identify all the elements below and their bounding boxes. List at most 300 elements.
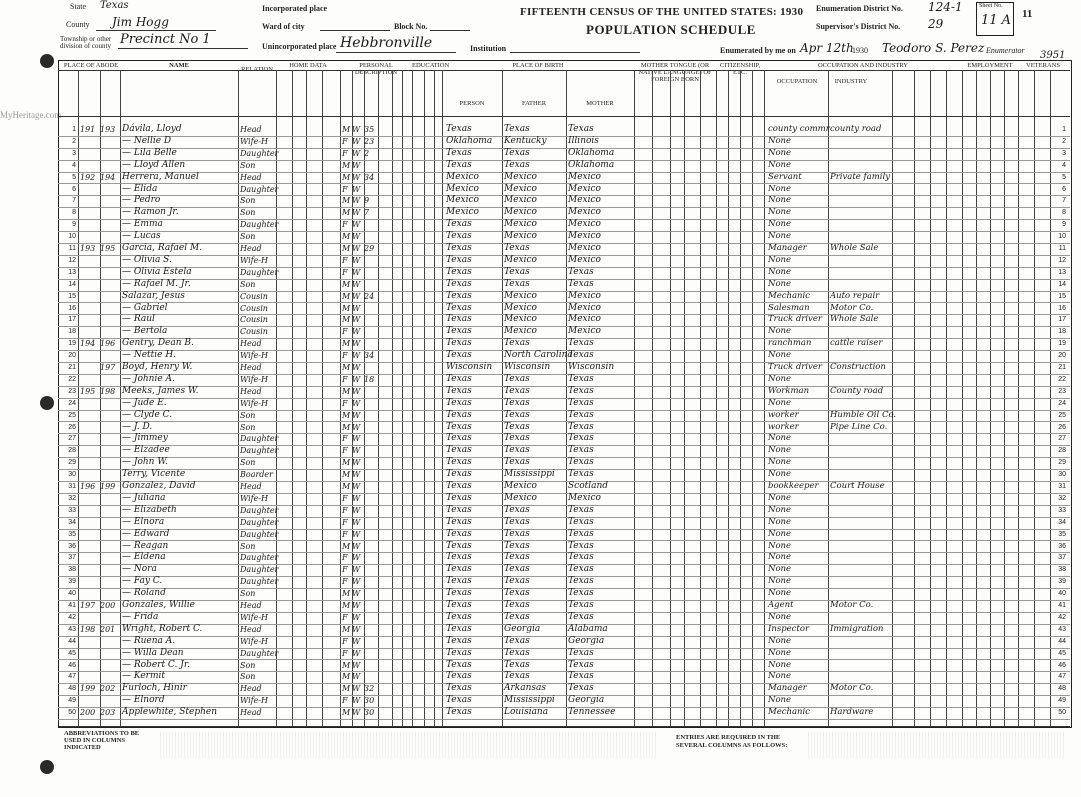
row-number-right: 39 — [1058, 578, 1066, 586]
cell-name: Herrera, Manuel — [122, 171, 199, 182]
cell-race: W — [352, 172, 361, 182]
row-number-right: 4 — [1062, 161, 1066, 169]
row-number: 22 — [68, 375, 76, 383]
cell-ind: Construction — [830, 362, 886, 372]
cell-mother: Texas — [568, 397, 594, 408]
cell-father: Texas — [504, 659, 530, 670]
colhead-mother-tongue: MOTHER TONGUE (OR NATIVE LANGUAGE) OF FOREIGN BORN — [638, 62, 712, 83]
cell-father: Mississippi — [504, 695, 555, 706]
enumerator-name: Teodoro S. Perez — [882, 41, 985, 55]
row-number-right: 28 — [1058, 447, 1066, 455]
block-label: Block No. — [394, 22, 428, 31]
cell-name: — Lloyd Allen — [122, 159, 186, 170]
cell-birth: Texas — [446, 635, 472, 646]
cell-name: Boyd, Henry W. — [122, 362, 193, 372]
cell-sex: F — [342, 398, 348, 408]
cell-sex: F — [342, 446, 348, 456]
cell-name: — Eldena — [122, 552, 166, 563]
incorporated-label: Incorporated place — [262, 4, 328, 13]
cell-dw: 192 — [80, 172, 96, 182]
cell-mother: Tennessee — [568, 707, 616, 718]
cell-occ: None — [768, 397, 792, 408]
state-label: State — [70, 2, 86, 11]
row-number-right: 35 — [1058, 530, 1066, 538]
cell-age: 34 — [364, 351, 375, 361]
cell-occ: ranchman — [768, 338, 812, 349]
cell-birth: Texas — [446, 469, 472, 480]
cell-mother: Texas — [568, 445, 594, 456]
cell-mother: Mexico — [568, 314, 601, 325]
cell-rel: Head — [240, 244, 262, 253]
cell-name: — Elizabeth — [122, 504, 177, 515]
cell-father: Louisiana — [504, 707, 549, 718]
cell-father: Mexico — [504, 492, 537, 503]
cell-race: W — [352, 601, 361, 610]
cell-race: W — [352, 327, 361, 337]
cell-sex: M — [342, 541, 351, 551]
cell-sex: F — [342, 493, 348, 503]
cell-mother: Texas — [568, 457, 594, 468]
cell-father: Mexico — [504, 183, 537, 194]
cell-birth: Mexico — [446, 195, 479, 206]
row-number-right: 29 — [1058, 459, 1066, 467]
cell-birth: Texas — [446, 350, 472, 361]
cell-name: — Frida — [122, 611, 159, 622]
watermark: MyHeritage.com — [0, 110, 62, 120]
cell-mother: Mexico — [568, 254, 601, 265]
entries-note: ENTRIES ARE REQUIRED IN THE SEVERAL COLUMNS AS FOLLOWS: — [676, 734, 788, 749]
cell-occ: None — [768, 576, 792, 587]
cell-sex: M — [342, 196, 351, 206]
colhead-name: NAME — [169, 62, 189, 69]
cell-ind: Hardware — [830, 707, 874, 718]
binder-hole-middle — [40, 396, 54, 410]
cell-rel: Wife-H — [240, 374, 269, 384]
row-number: 19 — [68, 340, 76, 348]
row-number-right: 38 — [1058, 566, 1066, 574]
cell-race: W — [352, 422, 361, 432]
cell-rel: Daughter — [240, 446, 279, 456]
cell-father: Mexico — [504, 314, 537, 325]
enumerated-label: Enumerated by me on — [720, 46, 796, 55]
cell-sex: F — [342, 351, 348, 361]
cell-father: Texas — [504, 516, 530, 527]
row-number-right: 12 — [1058, 256, 1066, 264]
cell-sex: F — [342, 184, 348, 194]
cell-occ: None — [768, 552, 792, 563]
cell-race: W — [352, 255, 361, 265]
cell-rel: Head — [240, 601, 262, 610]
cell-occ: Truck driver — [768, 362, 822, 372]
cell-father: Mexico — [504, 207, 537, 218]
cell-fam: 195 — [100, 244, 116, 253]
cell-ind: Motor Co. — [830, 683, 874, 694]
cell-mother: Illinois — [568, 135, 599, 146]
cell-race: W — [352, 482, 361, 491]
row-number: 7 — [72, 197, 76, 205]
cell-sex: M — [342, 363, 351, 372]
cell-name: — Lucas — [122, 231, 161, 242]
cell-age: 32 — [364, 684, 375, 694]
cell-sex: M — [342, 410, 351, 420]
cell-occ: None — [768, 373, 792, 384]
cell-sex: F — [342, 505, 348, 515]
cell-mother: Texas — [568, 409, 594, 420]
county-value: Jim Hogg — [112, 15, 169, 29]
cell-rel: Son — [240, 160, 256, 170]
row-number: 49 — [68, 697, 76, 705]
abbrev-title: ABBREVIATIONS TO BE USED IN COLUMNS INDICATED — [64, 730, 140, 751]
cell-race: W — [352, 303, 361, 313]
cell-name: Gonzales, Willie — [122, 600, 195, 610]
cell-birth: Texas — [446, 124, 472, 134]
cell-name: — Juliana — [122, 492, 166, 503]
cell-rel: Daughter — [240, 505, 279, 515]
cell-birth: Texas — [446, 326, 472, 337]
cell-race: W — [352, 470, 361, 480]
cell-mother: Texas — [568, 576, 594, 587]
cell-birth: Texas — [446, 219, 472, 230]
cell-rel: Head — [240, 363, 262, 372]
cell-mother: Texas — [568, 421, 594, 432]
cell-mother: Texas — [568, 647, 594, 658]
cell-fam: 198 — [100, 386, 116, 396]
cell-birth: Texas — [446, 659, 472, 670]
cell-race: W — [352, 363, 361, 372]
cell-occ: Servant — [768, 171, 802, 182]
cell-birth: Mexico — [446, 171, 479, 182]
cell-name: — J. D. — [122, 421, 153, 432]
cell-ind: Court House — [830, 481, 885, 491]
cell-race: W — [352, 232, 361, 242]
cell-occ: None — [768, 183, 792, 194]
cell-ind: cattle raiser — [830, 338, 883, 349]
cell-mother: Mexico — [568, 219, 601, 230]
cell-rel: Daughter — [240, 577, 279, 587]
cell-rel: Head — [240, 339, 262, 349]
cell-father: North Carolina — [504, 350, 573, 361]
cell-father: Texas — [504, 147, 530, 158]
cell-father: Mexico — [504, 231, 537, 242]
cell-ind: Motor Co. — [830, 302, 874, 313]
cell-mother: Mexico — [568, 326, 601, 337]
cell-name: — Johnie A. — [122, 373, 175, 384]
cell-mother: Texas — [568, 516, 594, 527]
cell-birth: Texas — [446, 266, 472, 277]
row-number-right: 8 — [1062, 209, 1066, 217]
cell-sex: F — [342, 255, 348, 265]
row-number-right: 9 — [1062, 221, 1066, 229]
cell-mother: Texas — [568, 564, 594, 575]
cell-name: — Olivia Estela — [122, 266, 192, 277]
cell-birth: Texas — [446, 516, 472, 527]
cell-birth: Texas — [446, 290, 472, 301]
cell-rel: Head — [240, 684, 262, 694]
cell-rel: Head — [240, 708, 262, 718]
cell-occ: None — [768, 659, 792, 670]
row-number-right: 27 — [1058, 435, 1066, 443]
cell-rel: Head — [240, 125, 262, 134]
row-number: 35 — [68, 530, 76, 538]
cell-mother: Texas — [568, 504, 594, 515]
cell-race: W — [352, 386, 361, 396]
row-number: 21 — [68, 364, 76, 371]
cell-sex: F — [342, 374, 348, 384]
cell-fam: 201 — [100, 624, 116, 634]
cell-occ: None — [768, 564, 792, 575]
row-number-right: 10 — [1058, 233, 1066, 241]
cell-birth: Texas — [446, 373, 472, 384]
cell-dw: 199 — [80, 684, 96, 694]
row-number: 4 — [72, 161, 76, 169]
cell-sex: F — [342, 434, 348, 444]
cell-birth: Texas — [446, 314, 472, 325]
cell-rel: Wife-H — [240, 696, 269, 706]
cell-father: Wisconsin — [504, 362, 551, 372]
cell-rel: Head — [240, 624, 262, 634]
cell-ind: Motor Co. — [830, 600, 874, 610]
sheet-value: 11 A — [981, 13, 1012, 28]
cell-age: 29 — [364, 244, 375, 253]
row-number: 27 — [68, 435, 76, 443]
row-number: 5 — [72, 173, 76, 181]
cell-occ: None — [768, 266, 792, 277]
row-number: 10 — [68, 233, 76, 241]
cell-mother: Texas — [568, 528, 594, 539]
row-number: 2 — [72, 137, 76, 145]
cell-occ: None — [768, 528, 792, 539]
cell-rel: Cousin — [240, 315, 268, 325]
cell-birth: Texas — [446, 338, 472, 349]
cell-birth: Texas — [446, 243, 472, 253]
cell-rel: Head — [240, 386, 262, 396]
cell-race: W — [352, 184, 361, 194]
cell-name: Gonzalez, David — [122, 481, 196, 491]
cell-dw: 198 — [80, 624, 96, 634]
cell-occ: Manager — [768, 243, 807, 253]
colhead-relation: RELATION — [241, 66, 273, 73]
cell-birth: Texas — [446, 159, 472, 170]
colhead-birth: PLACE OF BIRTH — [512, 62, 564, 69]
cell-occ: Mechanic — [768, 707, 810, 718]
cell-race: W — [352, 517, 361, 527]
cell-fam: 203 — [100, 708, 116, 718]
cell-birth: Texas — [446, 433, 472, 444]
cell-father: Mexico — [504, 290, 537, 301]
cell-father: Texas — [504, 576, 530, 587]
cell-sex: F — [342, 553, 348, 563]
row-number-right: 50 — [1058, 709, 1066, 717]
row-number-right: 34 — [1058, 518, 1066, 526]
cell-father: Texas — [504, 540, 530, 551]
cell-name: — Raul — [122, 314, 155, 325]
cell-sex: M — [342, 232, 351, 242]
cell-occ: None — [768, 469, 792, 480]
cell-father: Georgia — [504, 623, 541, 634]
cell-race: W — [352, 208, 361, 218]
census-title: FIFTEENTH CENSUS OF THE UNITED STATES: 1930 — [520, 6, 804, 18]
row-number-right: 26 — [1058, 423, 1066, 431]
cell-father: Texas — [504, 588, 530, 599]
cell-rel: Son — [240, 660, 256, 670]
cell-birth: Mexico — [446, 183, 479, 194]
row-number-right: 21 — [1058, 364, 1066, 371]
cell-name: — Gabriel — [122, 302, 168, 313]
cell-name: Terry, Vicente — [122, 469, 186, 480]
cell-rel: Daughter — [240, 517, 279, 527]
cell-mother: Texas — [568, 540, 594, 551]
cell-occ: None — [768, 147, 792, 158]
cell-age: 2 — [364, 148, 370, 158]
township-label: Township or other division of county — [60, 35, 112, 50]
unincorporated-value: Hebbronville — [340, 35, 433, 51]
row-number: 6 — [72, 185, 76, 193]
cell-sex: M — [342, 279, 351, 289]
cell-race: W — [352, 589, 361, 599]
cell-race: W — [352, 565, 361, 575]
cell-rel: Son — [240, 422, 256, 432]
row-number-right: 16 — [1058, 304, 1066, 312]
cell-race: W — [352, 148, 361, 158]
row-number-right: 1 — [1062, 126, 1066, 133]
cell-dw: 191 — [80, 125, 96, 134]
cell-race: W — [352, 529, 361, 539]
row-number: 26 — [68, 423, 76, 431]
row-number: 31 — [68, 483, 76, 490]
sheet-label: Sheet No. — [979, 3, 1003, 9]
cell-rel: Son — [240, 279, 256, 289]
cell-age: 24 — [364, 291, 375, 301]
cell-occ: Agent — [768, 600, 794, 610]
row-number: 39 — [68, 578, 76, 586]
colhead-place-of-abode: PLACE OF ABODE — [63, 62, 119, 69]
cell-mother: Scotland — [568, 481, 609, 491]
cell-occ: None — [768, 635, 792, 646]
cell-rel: Daughter — [240, 220, 279, 230]
row-number: 3 — [72, 149, 76, 157]
cell-birth: Texas — [446, 695, 472, 706]
cell-dw: 197 — [80, 601, 96, 610]
row-number-right: 2 — [1062, 137, 1066, 145]
row-number: 45 — [68, 649, 76, 657]
cell-race: W — [352, 648, 361, 658]
cell-father: Mississippi — [504, 469, 555, 480]
cell-occ: None — [768, 588, 792, 599]
cell-name: — Bertola — [122, 326, 168, 337]
cell-race: W — [352, 493, 361, 503]
row-number: 8 — [72, 209, 76, 217]
supervisor-label: Supervisor's District No. — [816, 22, 901, 31]
row-number: 34 — [68, 518, 76, 526]
cell-mother: Texas — [568, 671, 594, 682]
row-number-right: 46 — [1058, 661, 1066, 669]
cell-name: — Ramon Jr. — [122, 207, 179, 218]
binder-hole-bottom — [40, 760, 54, 774]
cell-age: 18 — [364, 374, 375, 384]
cell-rel: Son — [240, 672, 256, 682]
cell-fam: 202 — [100, 684, 116, 694]
cell-ind: Whole Sale — [830, 243, 879, 253]
cell-mother: Texas — [568, 338, 594, 349]
cell-mother: Texas — [568, 266, 594, 277]
cell-rel: Daughter — [240, 553, 279, 563]
cell-name: — Nora — [122, 564, 157, 575]
cell-birth: Texas — [446, 540, 472, 551]
cell-sex: M — [342, 624, 351, 634]
cell-race: W — [352, 315, 361, 325]
cell-race: W — [352, 696, 361, 706]
cell-father: Mexico — [504, 219, 537, 230]
cell-sex: F — [342, 696, 348, 706]
cell-ind: County road — [830, 385, 884, 396]
cell-rel: Daughter — [240, 565, 279, 575]
cell-father: Texas — [504, 421, 530, 432]
row-number-right: 23 — [1058, 387, 1066, 395]
township-value: Precinct No 1 — [120, 32, 211, 47]
cell-race: W — [352, 446, 361, 456]
cell-name: — John W. — [122, 457, 168, 468]
colhead-person: PERSON — [459, 100, 485, 107]
cell-race: W — [352, 244, 361, 253]
cell-occ: None — [768, 326, 792, 337]
row-number-right: 14 — [1058, 280, 1066, 288]
colhead-father: FATHER — [521, 100, 547, 107]
row-number-right: 20 — [1058, 352, 1066, 360]
row-number-right: 25 — [1058, 411, 1066, 419]
cell-rel: Boarder — [240, 470, 273, 480]
cell-name: Garcia, Rafael M. — [122, 243, 203, 253]
row-number-right: 22 — [1058, 375, 1066, 383]
row-number-right: 43 — [1058, 625, 1066, 633]
row-number: 28 — [68, 447, 76, 455]
cell-father: Texas — [504, 600, 530, 610]
cell-age: 35 — [364, 125, 375, 134]
cell-name: — Elzadee — [122, 445, 170, 456]
row-number-right: 45 — [1058, 649, 1066, 657]
row-number: 18 — [68, 328, 76, 336]
cell-name: — Clyde C. — [122, 409, 173, 420]
row-number: 33 — [68, 506, 76, 514]
cell-sex: M — [342, 291, 351, 301]
row-number: 44 — [68, 637, 76, 645]
unincorporated-label: Unincorporated place — [262, 42, 337, 51]
cell-sex: M — [342, 660, 351, 670]
cell-rel: Son — [240, 208, 256, 218]
row-number-right: 36 — [1058, 542, 1066, 550]
cell-race: W — [352, 267, 361, 277]
row-number-right: 3 — [1062, 149, 1066, 157]
row-number: 13 — [68, 268, 76, 276]
row-number: 46 — [68, 661, 76, 669]
row-number: 14 — [68, 280, 76, 288]
cell-father: Mexico — [504, 302, 537, 313]
row-number-right: 48 — [1058, 685, 1066, 693]
cell-name: Furloch, Hinir — [122, 683, 187, 694]
cell-father: Texas — [504, 671, 530, 682]
cell-birth: Texas — [446, 231, 472, 242]
cell-father: Texas — [504, 445, 530, 456]
cell-occ: Truck driver — [768, 314, 822, 325]
schedule-title: POPULATION SCHEDULE — [586, 22, 756, 37]
cell-mother: Texas — [568, 433, 594, 444]
cell-father: Texas — [504, 409, 530, 420]
cell-name: — Lila Belle — [122, 147, 177, 158]
cell-birth: Texas — [446, 707, 472, 718]
cell-name: — Elnora — [122, 516, 165, 527]
cell-rel: Wife-H — [240, 398, 269, 408]
cell-sex: F — [342, 267, 348, 277]
cell-ind: Auto repair — [830, 290, 880, 301]
